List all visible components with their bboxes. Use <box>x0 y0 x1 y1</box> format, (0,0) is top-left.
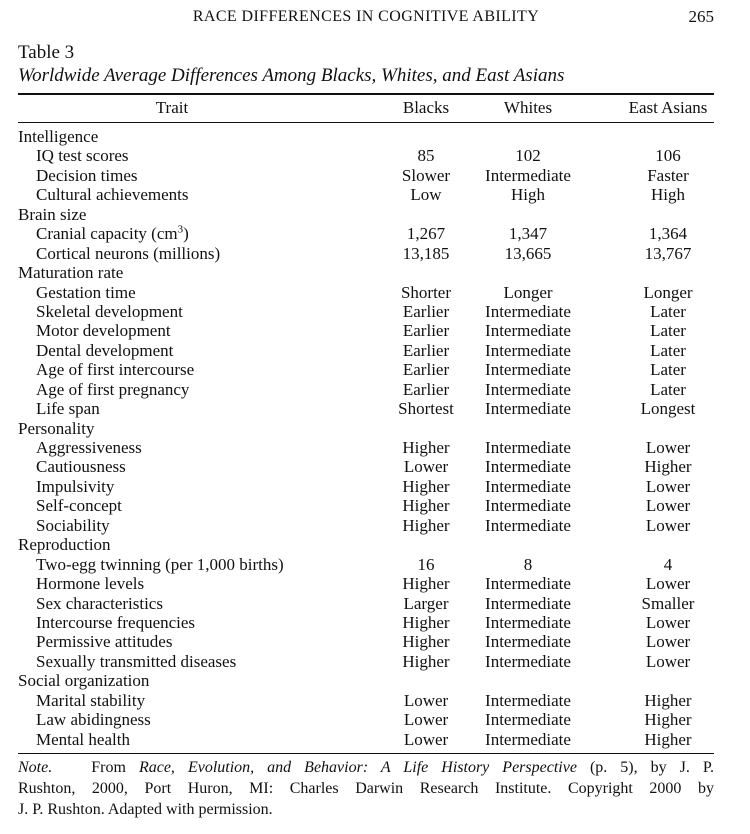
column-header-whites: Whites <box>503 98 553 117</box>
trait-cell <box>36 438 142 457</box>
table-row <box>18 438 714 457</box>
value-cell-east-asians: Lower <box>645 651 691 671</box>
value-cell-east-asians: Faster <box>647 165 689 185</box>
trait-text: Permissive attitudes <box>36 632 173 652</box>
trait-text: IQ test scores <box>36 146 129 166</box>
trait-text: Decision times <box>36 165 138 185</box>
value-cell-east-asians: Lower <box>645 632 691 652</box>
table-row <box>18 360 714 379</box>
trait-text: Mental health <box>36 729 130 749</box>
value-cell-whites: Intermediate <box>485 729 571 749</box>
note-label: Note. <box>18 759 53 776</box>
value-cell-blacks: Higher <box>402 476 450 496</box>
table-row <box>18 710 714 729</box>
note-book-title: Race, Evolution, and Behavior: A Life History Perspective <box>138 759 577 776</box>
trait-text: Impulsivity <box>36 476 115 496</box>
value-cell-blacks: Earlier <box>402 301 450 321</box>
trait-cell <box>36 710 151 729</box>
trait-cell <box>36 321 171 340</box>
table-row <box>18 302 714 321</box>
value-cell-east-asians: Lower <box>645 438 691 457</box>
value-cell-whites: Intermediate <box>485 710 571 730</box>
table-row <box>18 399 714 418</box>
value-cell-east-asians: Longer <box>643 282 693 302</box>
value-cell-blacks: 13,185 <box>402 243 450 263</box>
value-cell-whites: Intermediate <box>485 515 571 535</box>
section-row <box>18 263 714 282</box>
table-row <box>18 516 714 535</box>
value-cell-east-asians: Higher <box>644 729 692 749</box>
table-bottom-rule <box>18 753 714 754</box>
value-cell-blacks: Higher <box>402 438 450 457</box>
value-cell-blacks: Lower <box>403 729 449 749</box>
section-label: Maturation rate <box>18 263 124 283</box>
trait-cell <box>36 360 194 379</box>
section-label: Social organization <box>18 671 150 691</box>
section-label: Personality <box>18 418 95 438</box>
value-cell-whites: Intermediate <box>485 321 571 341</box>
trait-cell <box>36 477 114 496</box>
value-cell-whites: Intermediate <box>485 360 571 380</box>
table-row <box>18 283 714 302</box>
trait-cell <box>36 555 284 574</box>
trait-text: Dental development <box>36 340 174 360</box>
value-cell-blacks: 16 <box>417 554 435 574</box>
trait-suffix: ) <box>183 224 189 244</box>
trait-text: Hormone levels <box>36 574 145 594</box>
value-cell-whites: Intermediate <box>485 438 571 457</box>
table-caption: Worldwide Average Differences Among Blacks, Whites, and East Asians <box>18 65 565 86</box>
trait-cell <box>36 632 172 651</box>
value-cell-east-asians: 1,364 <box>648 224 688 244</box>
value-cell-east-asians: Higher <box>644 710 692 730</box>
table-row <box>18 632 714 651</box>
value-cell-blacks: Slower <box>401 165 451 185</box>
section-row <box>18 205 714 224</box>
table-row <box>18 341 714 360</box>
table-row <box>18 594 714 613</box>
trait-cell <box>36 516 110 535</box>
section-row <box>18 671 714 690</box>
value-cell-east-asians: Later <box>650 379 686 399</box>
value-cell-east-asians: High <box>651 185 685 205</box>
table-row <box>18 730 714 749</box>
value-cell-blacks: Lower <box>403 710 449 730</box>
table-header-rule <box>18 122 714 123</box>
trait-text: Motor development <box>36 321 171 341</box>
trait-cell <box>36 166 138 185</box>
value-cell-east-asians: Later <box>650 360 686 380</box>
page-number: 265 <box>688 7 714 26</box>
trait-text: Cautiousness <box>36 457 126 477</box>
value-cell-whites: Intermediate <box>485 399 571 419</box>
value-cell-whites: Intermediate <box>485 593 571 613</box>
column-header-east-asians: East Asians <box>628 98 708 117</box>
value-cell-east-asians: Lower <box>645 476 691 496</box>
value-cell-blacks: Higher <box>402 496 450 516</box>
value-cell-whites: Intermediate <box>485 340 571 360</box>
column-header-trait: Trait <box>155 98 189 117</box>
value-cell-east-asians: Later <box>650 340 686 360</box>
table-row <box>18 555 714 574</box>
table-body <box>18 127 714 749</box>
trait-cell <box>36 594 163 613</box>
trait-text: Cortical neurons (millions) <box>36 243 221 263</box>
value-cell-whites: Intermediate <box>485 574 571 594</box>
trait-cell <box>36 730 130 749</box>
value-cell-blacks: 85 <box>417 146 435 166</box>
section-row <box>18 127 714 146</box>
trait-text: Cranial capacity (cm <box>36 224 178 244</box>
value-cell-east-asians: Lower <box>645 496 691 516</box>
trait-text: Cultural achievements <box>36 185 189 205</box>
value-cell-east-asians: Later <box>650 301 686 321</box>
value-cell-whites: 13,665 <box>504 243 552 263</box>
value-cell-blacks: Higher <box>402 632 450 652</box>
value-cell-east-asians: Lower <box>645 574 691 594</box>
value-cell-blacks: Shortest <box>398 399 454 419</box>
section-row <box>18 419 714 438</box>
value-cell-blacks: Earlier <box>402 321 450 341</box>
table-top-rule <box>18 93 714 95</box>
trait-text: Skeletal development <box>36 301 183 321</box>
value-cell-east-asians: Higher <box>644 690 692 710</box>
trait-text: Gestation time <box>36 282 136 302</box>
value-cell-whites: 8 <box>523 554 533 574</box>
note-line1-tail: (p. 5), by J. P. <box>589 759 715 776</box>
section-label: Intelligence <box>18 127 99 146</box>
trait-cell <box>36 283 136 302</box>
trait-text: Aggressiveness <box>36 438 142 457</box>
table-label: Table 3 <box>18 42 75 63</box>
value-cell-blacks: Shorter <box>400 282 452 302</box>
trait-cell <box>36 146 129 165</box>
value-cell-whites: Intermediate <box>485 476 571 496</box>
value-cell-whites: Intermediate <box>485 165 571 185</box>
value-cell-whites: 1,347 <box>508 224 548 244</box>
value-cell-whites: Intermediate <box>485 457 571 477</box>
value-cell-blacks: Lower <box>403 690 449 710</box>
trait-text: Marital stability <box>36 690 146 710</box>
value-cell-blacks: Low <box>410 185 442 205</box>
note-line-1 <box>18 757 714 778</box>
value-cell-blacks: 1,267 <box>406 224 446 244</box>
trait-superscript: 3 <box>177 223 184 236</box>
value-cell-east-asians: 13,767 <box>644 243 692 263</box>
running-head <box>18 6 714 28</box>
table-row <box>18 380 714 399</box>
trait-text: Sociability <box>36 515 110 535</box>
value-cell-blacks: Higher <box>402 574 450 594</box>
trait-cell <box>36 224 189 243</box>
running-head-title: RACE DIFFERENCES IN COGNITIVE ABILITY <box>192 8 540 25</box>
value-cell-east-asians: 4 <box>663 554 673 574</box>
value-cell-blacks: Earlier <box>402 340 450 360</box>
trait-cell <box>36 399 100 418</box>
table-row <box>18 244 714 263</box>
table-row <box>18 457 714 476</box>
value-cell-whites: Longer <box>503 282 553 302</box>
value-cell-whites: 102 <box>515 146 541 166</box>
value-cell-blacks: Higher <box>402 515 450 535</box>
value-cell-blacks: Higher <box>402 651 450 671</box>
trait-text: Life span <box>36 399 100 419</box>
value-cell-whites: Intermediate <box>485 379 571 399</box>
table-row <box>18 613 714 632</box>
table-row <box>18 224 714 243</box>
value-cell-east-asians: Smaller <box>641 593 695 613</box>
value-cell-whites: Intermediate <box>485 612 571 632</box>
trait-text: Law abidingness <box>36 710 151 730</box>
trait-cell <box>36 457 126 476</box>
trait-text: Two-egg twinning (per 1,000 births) <box>36 554 284 574</box>
value-cell-whites: Intermediate <box>485 632 571 652</box>
value-cell-whites: Intermediate <box>485 496 571 516</box>
table-row <box>18 185 714 204</box>
table-row <box>18 166 714 185</box>
table-row <box>18 321 714 340</box>
value-cell-whites: Intermediate <box>485 690 571 710</box>
trait-cell <box>36 496 122 515</box>
trait-cell <box>36 691 145 710</box>
section-label: Reproduction <box>18 535 111 555</box>
trait-cell <box>36 380 189 399</box>
trait-text: Age of first pregnancy <box>36 379 190 399</box>
value-cell-whites: High <box>511 185 545 205</box>
trait-text: Intercourse frequencies <box>36 612 196 632</box>
note-line-2: Rushton, 2000, Port Huron, MI: Charles Darwin Research Institute. Copyright 2000 by <box>18 780 714 797</box>
note-from: From <box>91 759 126 776</box>
trait-text: Self-concept <box>36 496 122 516</box>
trait-text: Sexually transmitted diseases <box>36 651 237 671</box>
value-cell-blacks: Earlier <box>402 360 450 380</box>
table-row <box>18 652 714 671</box>
table-row <box>18 146 714 165</box>
value-cell-east-asians: Lower <box>645 515 691 535</box>
table-row <box>18 574 714 593</box>
table-note <box>18 757 714 820</box>
value-cell-blacks: Higher <box>402 612 450 632</box>
trait-cell <box>36 341 173 360</box>
value-cell-east-asians: Later <box>650 321 686 341</box>
note-line-3: J. P. Rushton. Adapted with permission. <box>18 801 273 818</box>
trait-cell <box>36 574 144 593</box>
trait-cell <box>36 302 183 321</box>
table-row <box>18 691 714 710</box>
section-row <box>18 535 714 554</box>
trait-text: Age of first intercourse <box>36 360 195 380</box>
table-header <box>18 96 714 120</box>
trait-cell <box>36 613 195 632</box>
value-cell-blacks: Larger <box>403 593 449 613</box>
value-cell-east-asians: 106 <box>655 146 681 166</box>
trait-cell <box>36 185 188 204</box>
value-cell-east-asians: Lower <box>645 612 691 632</box>
table-row <box>18 496 714 515</box>
section-label: Brain size <box>18 204 87 224</box>
value-cell-blacks: Lower <box>403 457 449 477</box>
value-cell-blacks: Earlier <box>402 379 450 399</box>
value-cell-east-asians: Higher <box>644 457 692 477</box>
value-cell-east-asians: Longest <box>640 399 696 419</box>
value-cell-whites: Intermediate <box>485 651 571 671</box>
trait-text: Sex characteristics <box>36 593 163 613</box>
table-row <box>18 477 714 496</box>
column-header-blacks: Blacks <box>402 98 450 117</box>
value-cell-whites: Intermediate <box>485 301 571 321</box>
trait-cell <box>36 244 220 263</box>
trait-cell <box>36 652 236 671</box>
